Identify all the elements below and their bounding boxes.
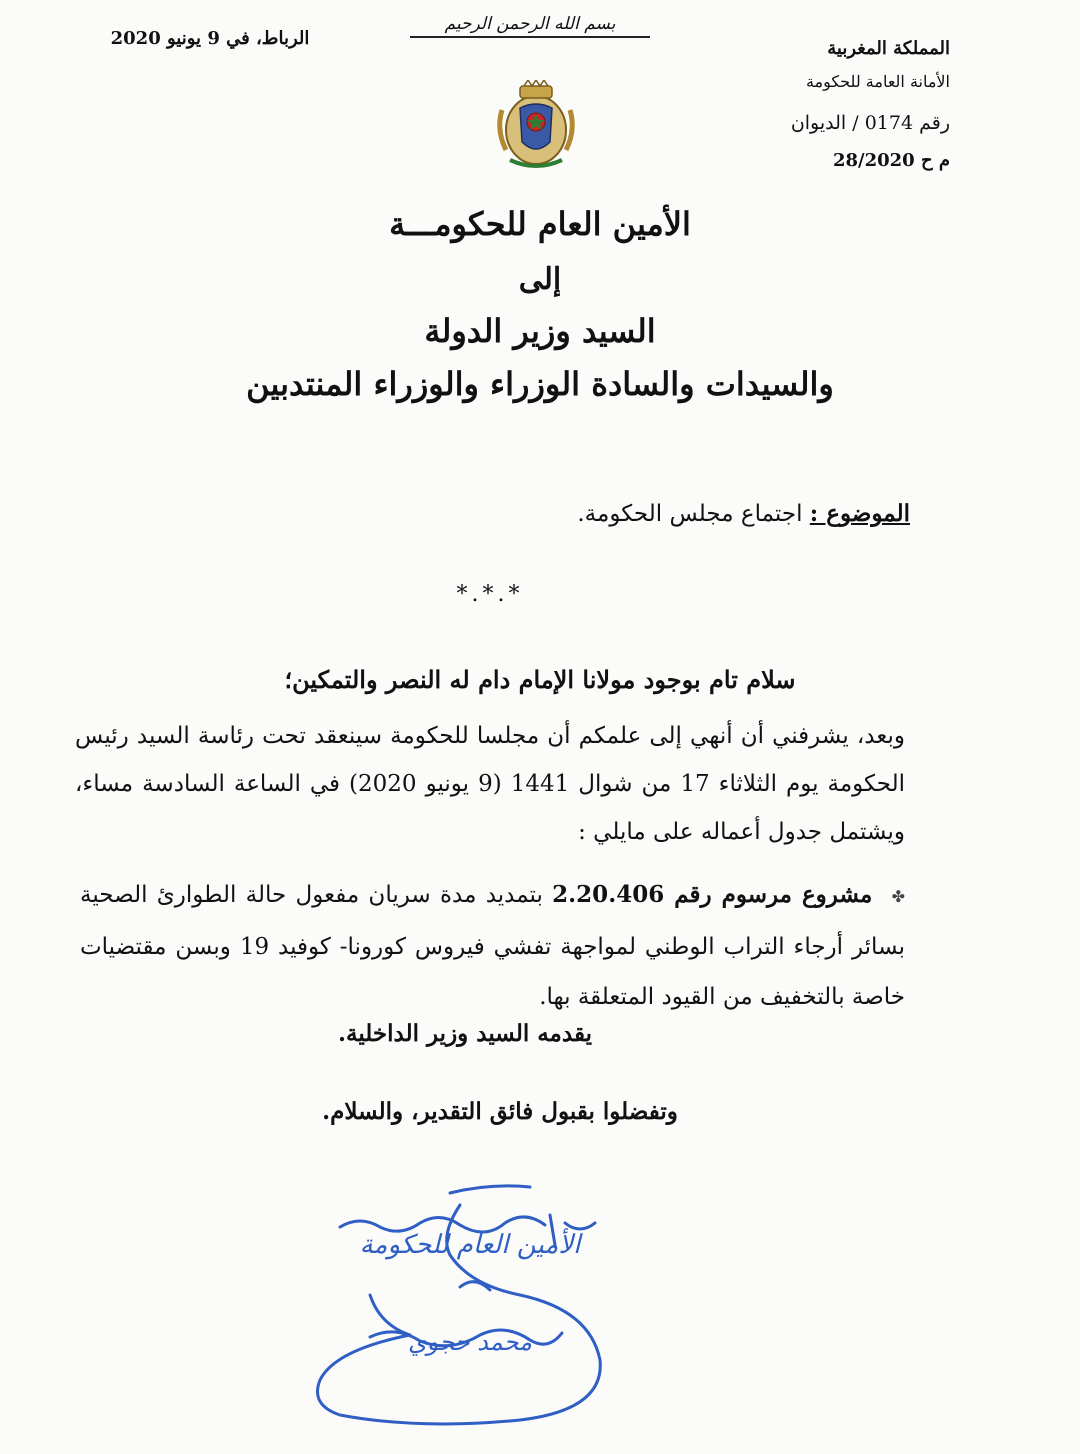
agenda-item-lead: مشروع مرسوم رقم 2.20.406 [552, 881, 873, 908]
coat-of-arms-icon [490, 80, 582, 172]
reference-code: م ح 28/2020 [832, 150, 950, 171]
org-kingdom: المملكة المغربية [827, 38, 950, 59]
body-paragraph: وبعد، يشرفني أن أنهي إلى علمكم أن مجلسا للحكومة سينعقد تحت رئاسة السيد رئيس الحكومة يوم الثلاثاء 17 من شوال 1441 (9 يونيو 2020) في الساعة السادسة مساء، ويشتمل جدول أعماله على مايلي : [75, 723, 905, 845]
bullet-icon: ✤ [891, 887, 906, 906]
greeting: سلام تام بوجود مولانا الإمام دام له النصر والتمكين؛ [284, 665, 796, 694]
org-secretariat: الأمانة العامة للحكومة [805, 72, 950, 91]
presenter-line: يقدمه السيد وزير الداخلية. [338, 1020, 592, 1047]
subject-text: اجتماع مجلس الحكومة. [577, 501, 803, 527]
signature-name-text: محمد حجوي [408, 1328, 532, 1356]
to-label: إلى [518, 262, 562, 297]
basmala: بسم الله الرحمن الرحيم [444, 14, 616, 34]
subject-label: الموضوع : [809, 500, 910, 527]
basmala-underline [410, 36, 650, 38]
recipient-line-2: والسيدات والسادة الوزراء والوزراء المنتدبين [246, 365, 834, 403]
subject-line [210, 500, 910, 527]
signature-title-text: الأمين العام للحكومة [359, 1230, 581, 1260]
recipient-line-1: السيد وزير الدولة [424, 312, 656, 350]
separator: *.*.* [456, 582, 524, 607]
sender-title: الأمين العام للحكومـــة [389, 205, 691, 243]
agenda-item [80, 870, 905, 1022]
closing-line: وتفضلوا بقبول فائق التقدير، والسلام. [322, 1098, 678, 1125]
handwritten-signature [300, 1175, 640, 1435]
reference-number: رقم 0174 / الديوان [790, 112, 950, 134]
date-line: الرباط، في 9 يونيو 2020 [110, 28, 310, 49]
agenda-item-text: بتمديد مدة سريان مفعول حالة الطوارئ الصحية بسائر أرجاء التراب الوطني لمواجهة تفشي فيروس كورونا- كوفيد 19 وبسن مقتضيات خاصة بالتخفيف من القيود المتعلقة بها. [80, 882, 905, 1010]
